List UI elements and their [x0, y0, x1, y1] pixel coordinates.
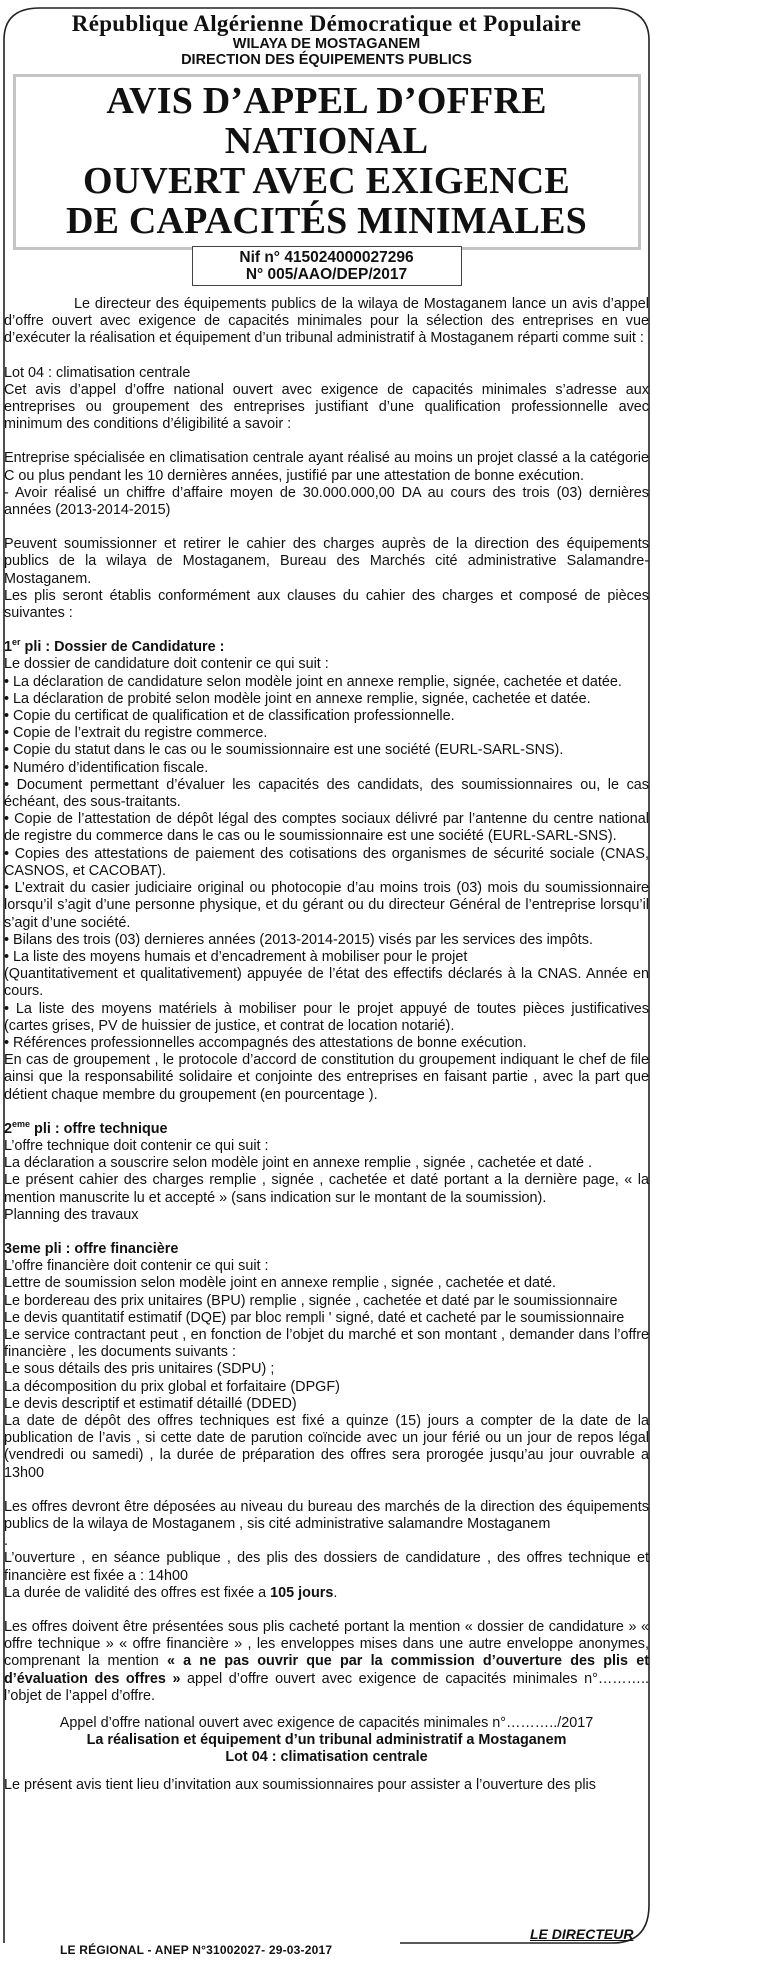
pli3-list	[4, 1275, 649, 1481]
notice-title-box	[13, 74, 641, 250]
title-line-3: DE CAPACITÉS MINIMALES	[66, 200, 587, 242]
pli1-item: • Copie du certificat de qualification et de classification professionnelle.	[4, 708, 455, 725]
pli2-item: La déclaration a souscrire selon modèle joint en annexe remplie , signée , cachetée et daté .	[4, 1155, 592, 1172]
pli3-item: Le sous détails des pris unitaires (SDPU) ;	[4, 1361, 275, 1378]
pli2-number: 2	[4, 1120, 13, 1137]
notice-content	[4, 12, 649, 1794]
pli1-item: • La déclaration de probité selon modèle joint en annexe remplie, signée, cachetée et datée.	[4, 690, 591, 707]
validity-paragraph	[4, 1585, 649, 1602]
pli2-item: Planning des travaux	[4, 1206, 139, 1223]
pli1-item: • Copies des attestations de paiement des cotisations des organismes de sécurité sociale (CNAS, CASNOS, et CACOBAT).	[4, 845, 649, 879]
closing-line-1: Appel d’offre national ouvert avec exigence de capacités minimales n°………../2017	[59, 1715, 594, 1732]
lot-line: Lot 04 : climatisation centrale	[4, 364, 191, 381]
validity-suffix: .	[333, 1584, 338, 1601]
pli3-item: Le devis descriptif et estimatif détaillé (DDED)	[4, 1395, 297, 1412]
envelope-text-1: Les offres doivent être présentées sous plis cacheté portant la mention « dossier de candidature » « offre technique » « offre financière » , les enveloppes mises dans une autre enveloppe anonymes, comprenant la mention	[4, 1619, 649, 1670]
direction-heading: DIRECTION DES ÉQUIPEMENTS PUBLICS	[181, 52, 472, 68]
pli2-list	[4, 1155, 649, 1224]
pli3-item: Le bordereau des prix unitaires (BPU) remplie , signée , cachetée et daté par le soumissionnaire	[4, 1292, 618, 1309]
pli1-item: • Copie de l’attestation de dépôt légal des comptes sociaux délivré par l’antenne du centre national de registre du commerce dans le cas ou le soumissionnaire est une société (EURL-SARL-SNS).	[4, 811, 649, 845]
pli1-item: En cas de groupement , le protocole d’accord de constitution du groupement indiquant le chef de file ainsi que la responsabilité solidaire et conjointe des entreprises en faisant partie , avec la part que détient chaque membre du groupement (en pourcentage ).	[4, 1052, 649, 1103]
closing-line-3: Lot 04 : climatisation centrale	[225, 1749, 428, 1766]
pli3-item: Lettre de soumission selon modèle joint en annexe remplie , signée , cachetée et daté.	[4, 1275, 556, 1292]
validity-value: 105 jours	[270, 1584, 334, 1601]
validity-prefix: La durée de validité des offres est fixée a	[4, 1584, 271, 1601]
eligibility-condition-1: Entreprise spécialisée en climatisation centrale ayant réalisé au moins un projet classé a la catégorie C ou plus pendant les 10 dernières années, justifié par une attestation de bonne exécution.	[4, 450, 649, 484]
intro-paragraph: Le directeur des équipements publics de la wilaya de Mostaganem lance un avis d’appel d’offre ouvert avec exigence de capacités minimales pour la sélection des entreprises en vue d’exécuter la réalisation et équipement d’un tribunal administratif à Mostaganem réparti comme suit :	[4, 296, 649, 347]
pli1-item: • Références professionnelles accompagnés des attestations de bonne exécution.	[4, 1034, 527, 1051]
invitation-paragraph: Le présent avis tient lieu d’invitation aux soumissionnaires pour assister a l’ouverture des plis	[4, 1776, 596, 1793]
pli1-list	[4, 674, 649, 1104]
envelope-paragraph	[4, 1619, 649, 1705]
pli1-number: 1	[4, 639, 13, 656]
pli1-item: • La liste des moyens humais et d’encadrement à mobiliser pour le projet	[4, 948, 468, 965]
opening-paragraph: L’ouverture , en séance publique , des plis des dossiers de candidature , des offres technique et financière est fixée a : 14h00	[4, 1550, 649, 1584]
notice-body	[4, 286, 649, 1794]
pli1-item: • La liste des moyens matériels à mobiliser pour le projet appuyé de toutes pièces justificatives (cartes grises, PV de huissier de justice, et contrat de location notarié).	[4, 1000, 649, 1034]
republic-heading: République Algérienne Démocratique et Populaire	[71, 11, 582, 36]
pli1-item: • Document permettant d’évaluer les capacités des candidats, des soumissionnaires ou, le cas échéant, des sous-traitants.	[4, 776, 649, 811]
envelope-text-2: appel d’offre ouvert avec exigence de capacités minimales n°……….. l’objet de l’appel d’offre.	[4, 1670, 649, 1704]
eligibility-intro: Cet avis d’appel d’offre national ouvert avec exigence de capacités minimales s’adresse aux entreprises ou groupement des entreprises justifiant d’une qualification professionnelle avec minimum des conditions d’éligibilité a savoir :	[4, 381, 649, 433]
pli1-intro: Le dossier de candidature doit contenir ce qui suit :	[4, 656, 329, 673]
deposit-dot: .	[4, 1533, 8, 1550]
pli2-title: pli : offre technique	[30, 1120, 168, 1137]
pli1-item: • L’extrait du casier judiciaire original ou photocopie d’au moins trois (03) mois du soumissionnaire lorsqu’il s’agit d’une personne physique, et du gérant ou du directeur Général de l’entreprise lorsqu’il s’agit d’une société.	[4, 880, 649, 931]
pli3-item: La décomposition du prix global et forfaitaire (DPGF)	[4, 1378, 340, 1395]
plis-intro: Les plis seront établis conformément aux clauses du cahier des charges et composé de pièces suivantes :	[4, 587, 649, 622]
pli3-heading: 3eme pli : offre financière	[4, 1240, 179, 1257]
pli1-item: • Copie du statut dans le cas ou le soumissionnaire est une société (EURL-SARL-SNS).	[4, 742, 564, 759]
pli3-item: Le devis quantitatif estimatif (DQE) par bloc rempli ' signé, daté et cacheté par le soumissionnaire	[4, 1309, 625, 1326]
director-signature: LE DIRECTEUR	[530, 1926, 634, 1942]
pli1-heading	[4, 639, 649, 656]
pli3-intro: L’offre financière doit contenir ce qui suit :	[4, 1258, 269, 1275]
pli3-item: Le service contractant peut , en fonction de l’objet du marché et son montant , demander dans l’offre financière , les documents suivants :	[4, 1326, 649, 1361]
pli2-superscript: eme	[12, 1118, 31, 1129]
pli1-title: pli : Dossier de Candidature :	[20, 639, 225, 656]
eligibility-condition-2: - Avoir réalisé un chiffre d’affaire moyen de 30.000.000,00 DA au cours des trois (03) dernières années (2013-2014-2015)	[4, 484, 649, 519]
pli2-intro: L’offre technique doit contenir ce qui suit :	[4, 1137, 269, 1154]
pli1-item: (Quantitativement et qualitativement) appuyée de l’état des effectifs déclarés à la CNAS. Année en cours.	[4, 966, 649, 1000]
title-line-2: OUVERT AVEC EXIGENCE	[83, 160, 570, 202]
withdraw-paragraph: Peuvent soumissionner et retirer le cahier des charges auprès de la direction des équipements publics de la wilaya de Mostaganem, Bureau des Marchés cité administrative Salamandre-Mostaganem.	[4, 536, 649, 587]
wilaya-heading: WILAYA DE MOSTAGANEM	[232, 36, 421, 52]
pli1-superscript: er	[12, 637, 21, 648]
pli1-item: • Copie de l’extrait du registre commerce.	[4, 725, 268, 742]
envelope-mention: « a ne pas ouvrir que par la commission d’ouverture des plis et d’évaluation des offres »	[4, 1653, 649, 1687]
pli1-item: • Bilans des trois (03) dernieres années (2013-2014-2015) visés par les services des impôts.	[4, 931, 593, 948]
publisher-line: LE RÉGIONAL - ANEP N°31002027- 29-03-2017	[60, 1943, 333, 1957]
title-line-1: AVIS D’APPEL D’OFFRE NATIONAL	[106, 80, 547, 162]
pli1-item: • Numéro d’identification fiscale.	[4, 759, 209, 776]
deposit-paragraph: Les offres devront être déposées au niveau du bureau des marchés de la direction des équipements publics de la wilaya de Mostaganem , sis cité administrative salamandre Mostaganem	[4, 1498, 649, 1532]
nif-number: Nif n° 415024000027296	[239, 249, 414, 266]
notice-reference: N° 005/AAO/DEP/2017	[245, 266, 408, 283]
pli1-item: • La déclaration de candidature selon modèle joint en annexe remplie, signée, cachetée et datée.	[4, 673, 622, 690]
closing-line-2: La réalisation et équipement d’un tribunal administratif a Mostaganem	[86, 1732, 567, 1749]
pli2-heading	[4, 1118, 649, 1138]
pli2-item: Le présent cahier des charges remplie , signée , cachetée et daté portant a la dernière page, « la mention manuscrite lu et accepté » (sans indication sur le montant de la soumission).	[4, 1172, 649, 1206]
reference-box	[192, 246, 462, 286]
pli3-item: La date de dépôt des offres techniques est fixé a quinze (15) jours a compter de la date de la publication de l’avis , si cette date de parution coïncide avec un jour férié ou un jour de repos légal (vendredi ou samedi) , la durée de préparation des offres sera prorogée jusqu’au jour ouvrable a 13h00	[4, 1412, 649, 1481]
